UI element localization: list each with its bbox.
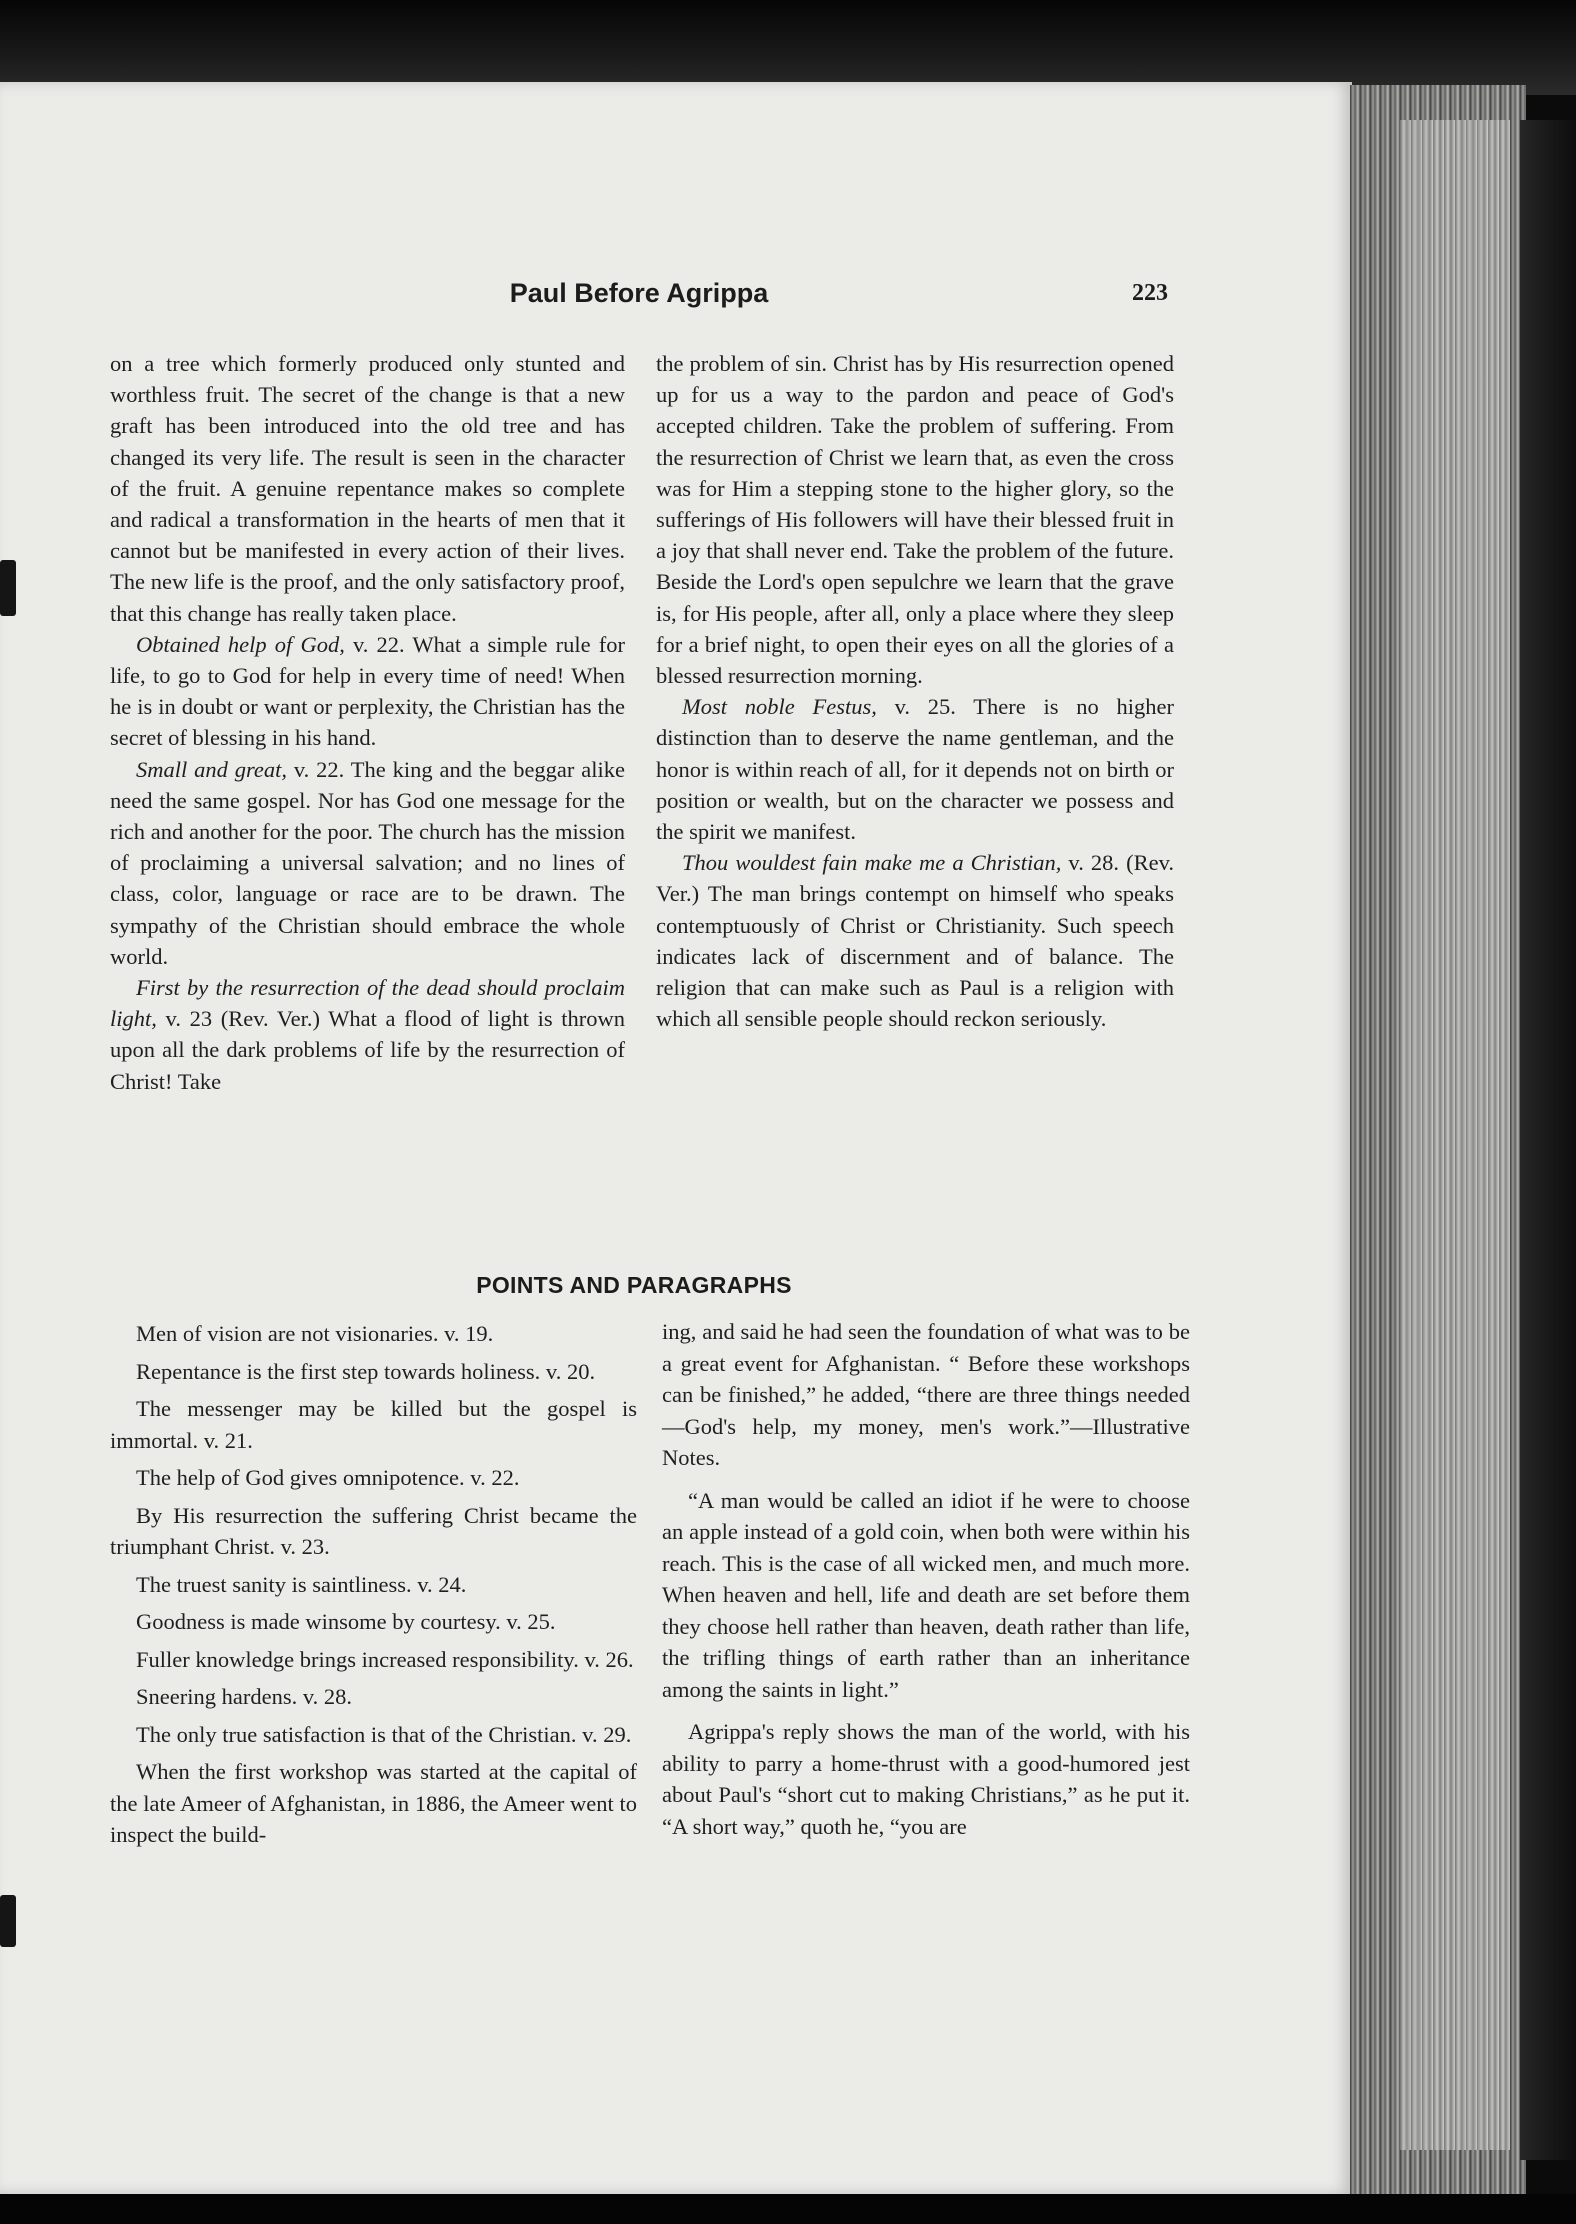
scan-bottom-shadow <box>0 2194 1576 2224</box>
list-item: By His resurrection the suffering Christ became the triumphant Christ. v. 23. <box>110 1502 637 1559</box>
right-column <box>656 348 1174 1034</box>
paragraph: ing, and said he had seen the foundation of what was to be a great event for Afghanistan. “ Before these workshops can be finished,” he added, “there are three things needed—God's help, my money, men's work.”—Illustrative Notes. <box>662 1319 1190 1470</box>
paragraph <box>656 691 1174 847</box>
paragraph-text: v. 22. The king and the beggar alike need the same gospel. Nor has God one message for the rich and another for the poor. The church has the mission of proclaiming a universal salvation; and no lines of class, color, language or race are to be drawn. The sympathy of the Christian should embrace the whole world. <box>110 756 625 969</box>
paragraph-text: v. 22. What a simple rule for life, to go to God for help in every time of need! When he is in doubt or want or perplexity, the Christian has the secret of blessing in his hand. <box>110 631 625 751</box>
verse-reference: First by the resurrection of the dead should proclaim light, <box>110 975 625 1032</box>
binding-clip-top <box>0 560 16 616</box>
left-column <box>110 348 625 1097</box>
points-list <box>110 1318 637 1857</box>
list-item: When the first workshop was started at the capital of the late Ameer of Afghanistan, in 1886, the Ameer went to inspect the build- <box>110 1759 637 1847</box>
paragraph: the problem of sin. Christ has by His resurrection opened up for us a way to the pardon and peace of God's accepted children. Take the problem of suffering. From the resurrection of Christ we learn that, as even the cross was for Him a stepping stone to the higher glory, so the sufferings of His followers will have their blessed fruit in a joy that shall never end. Take the problem of the future. Beside the Lord's open sepulchre we learn that the grave is, for His people, after all, only a place where they sleep for a brief night, to open their eyes on all the glories of a blessed resurrection morning. <box>656 351 1174 689</box>
paragraph: on a tree which formerly produced only stunted and worthless fruit. The secret of the change is that a new graft has been introduced into the old tree and has changed its very life. The result is seen in the character of the fruit. A genuine repentance makes so complete and radical a transformation in the hearts of men that it cannot but be manifested in every action of their lives. The new life is the proof, and the only satisfactory proof, that this change has really taken place. <box>110 351 625 626</box>
page-number: 223 <box>1132 280 1168 306</box>
list-item: Goodness is made winsome by courtesy. v. 25. <box>136 1609 556 1634</box>
list-item: The messenger may be killed but the gospel is immortal. v. 21. <box>110 1396 637 1453</box>
verse-reference: Thou wouldest fain make me a Christian, <box>682 850 1062 876</box>
list-item: The truest sanity is saintliness. v. 24. <box>136 1571 467 1597</box>
list-item: Repentance is the first step towards holiness. v. 20. <box>136 1358 596 1384</box>
page-title: Paul Before Agrippa <box>509 278 769 308</box>
running-head <box>110 278 1168 318</box>
list-item: The help of God gives omnipotence. v. 22. <box>136 1465 520 1490</box>
list-item: Men of vision are not visionaries. v. 19. <box>136 1321 494 1346</box>
verse-reference: Obtained help of God, <box>136 631 345 657</box>
list-item: The only true satisfaction is that of the Christian. v. 29. <box>136 1721 632 1747</box>
paragraph <box>110 972 625 1097</box>
paragraph-text: v. 25. There is no higher distinction than to deserve the name gentleman, and the honor is within reach of all, for it depends not on birth or position or wealth, but on the character we possess and the spirit we manifest. <box>656 694 1174 845</box>
paragraph-text: v. 23 (Rev. Ver.) What a flood of light is thrown upon all the dark problems of life by the resurrection of Christ! Take <box>110 1006 625 1094</box>
points-right-column <box>662 1316 1190 1842</box>
paragraph: “A man would be called an idiot if he were to choose an apple instead of a gold coin, when both were within his reach. This is the case of all wicked men, and much more. When heaven and hell, life and death are set before them they choose hell rather than heaven, death rather than life, the trifling things of earth rather than an inheritance among the saints in light.” <box>662 1487 1190 1702</box>
paragraph <box>656 847 1174 1034</box>
verse-reference: Most noble Festus, <box>682 694 877 720</box>
book-cover-edge <box>1520 120 1576 2160</box>
binding-clip-bottom <box>0 1895 16 1947</box>
paragraph: Agrippa's reply shows the man of the world, with his ability to parry a home-thrust with a good-humored jest about Paul's “short cut to making Christians,” as he put it. “A short way,” quoth he, “you are <box>662 1719 1190 1839</box>
list-item: Fuller knowledge brings increased responsibility. v. 26. <box>136 1646 634 1672</box>
paragraph <box>110 629 625 754</box>
verse-reference: Small and great, <box>136 756 288 782</box>
paragraph <box>110 754 625 972</box>
scan-top-shadow <box>0 0 1576 95</box>
section-heading: POINTS AND PARAGRAPHS <box>476 1272 792 1298</box>
book-page-edges-inner <box>1400 120 1510 2150</box>
paragraph-text: v. 28. (Rev. Ver.) The man brings contempt on himself who speaks contemptuously of Christ or Christianity. Such speech indicates lack of discernment and of balance. The religion that can make such as Paul is a religion with which all sensible people should reckon seriously. <box>656 850 1174 1032</box>
list-item: Sneering hardens. v. 28. <box>136 1684 352 1709</box>
